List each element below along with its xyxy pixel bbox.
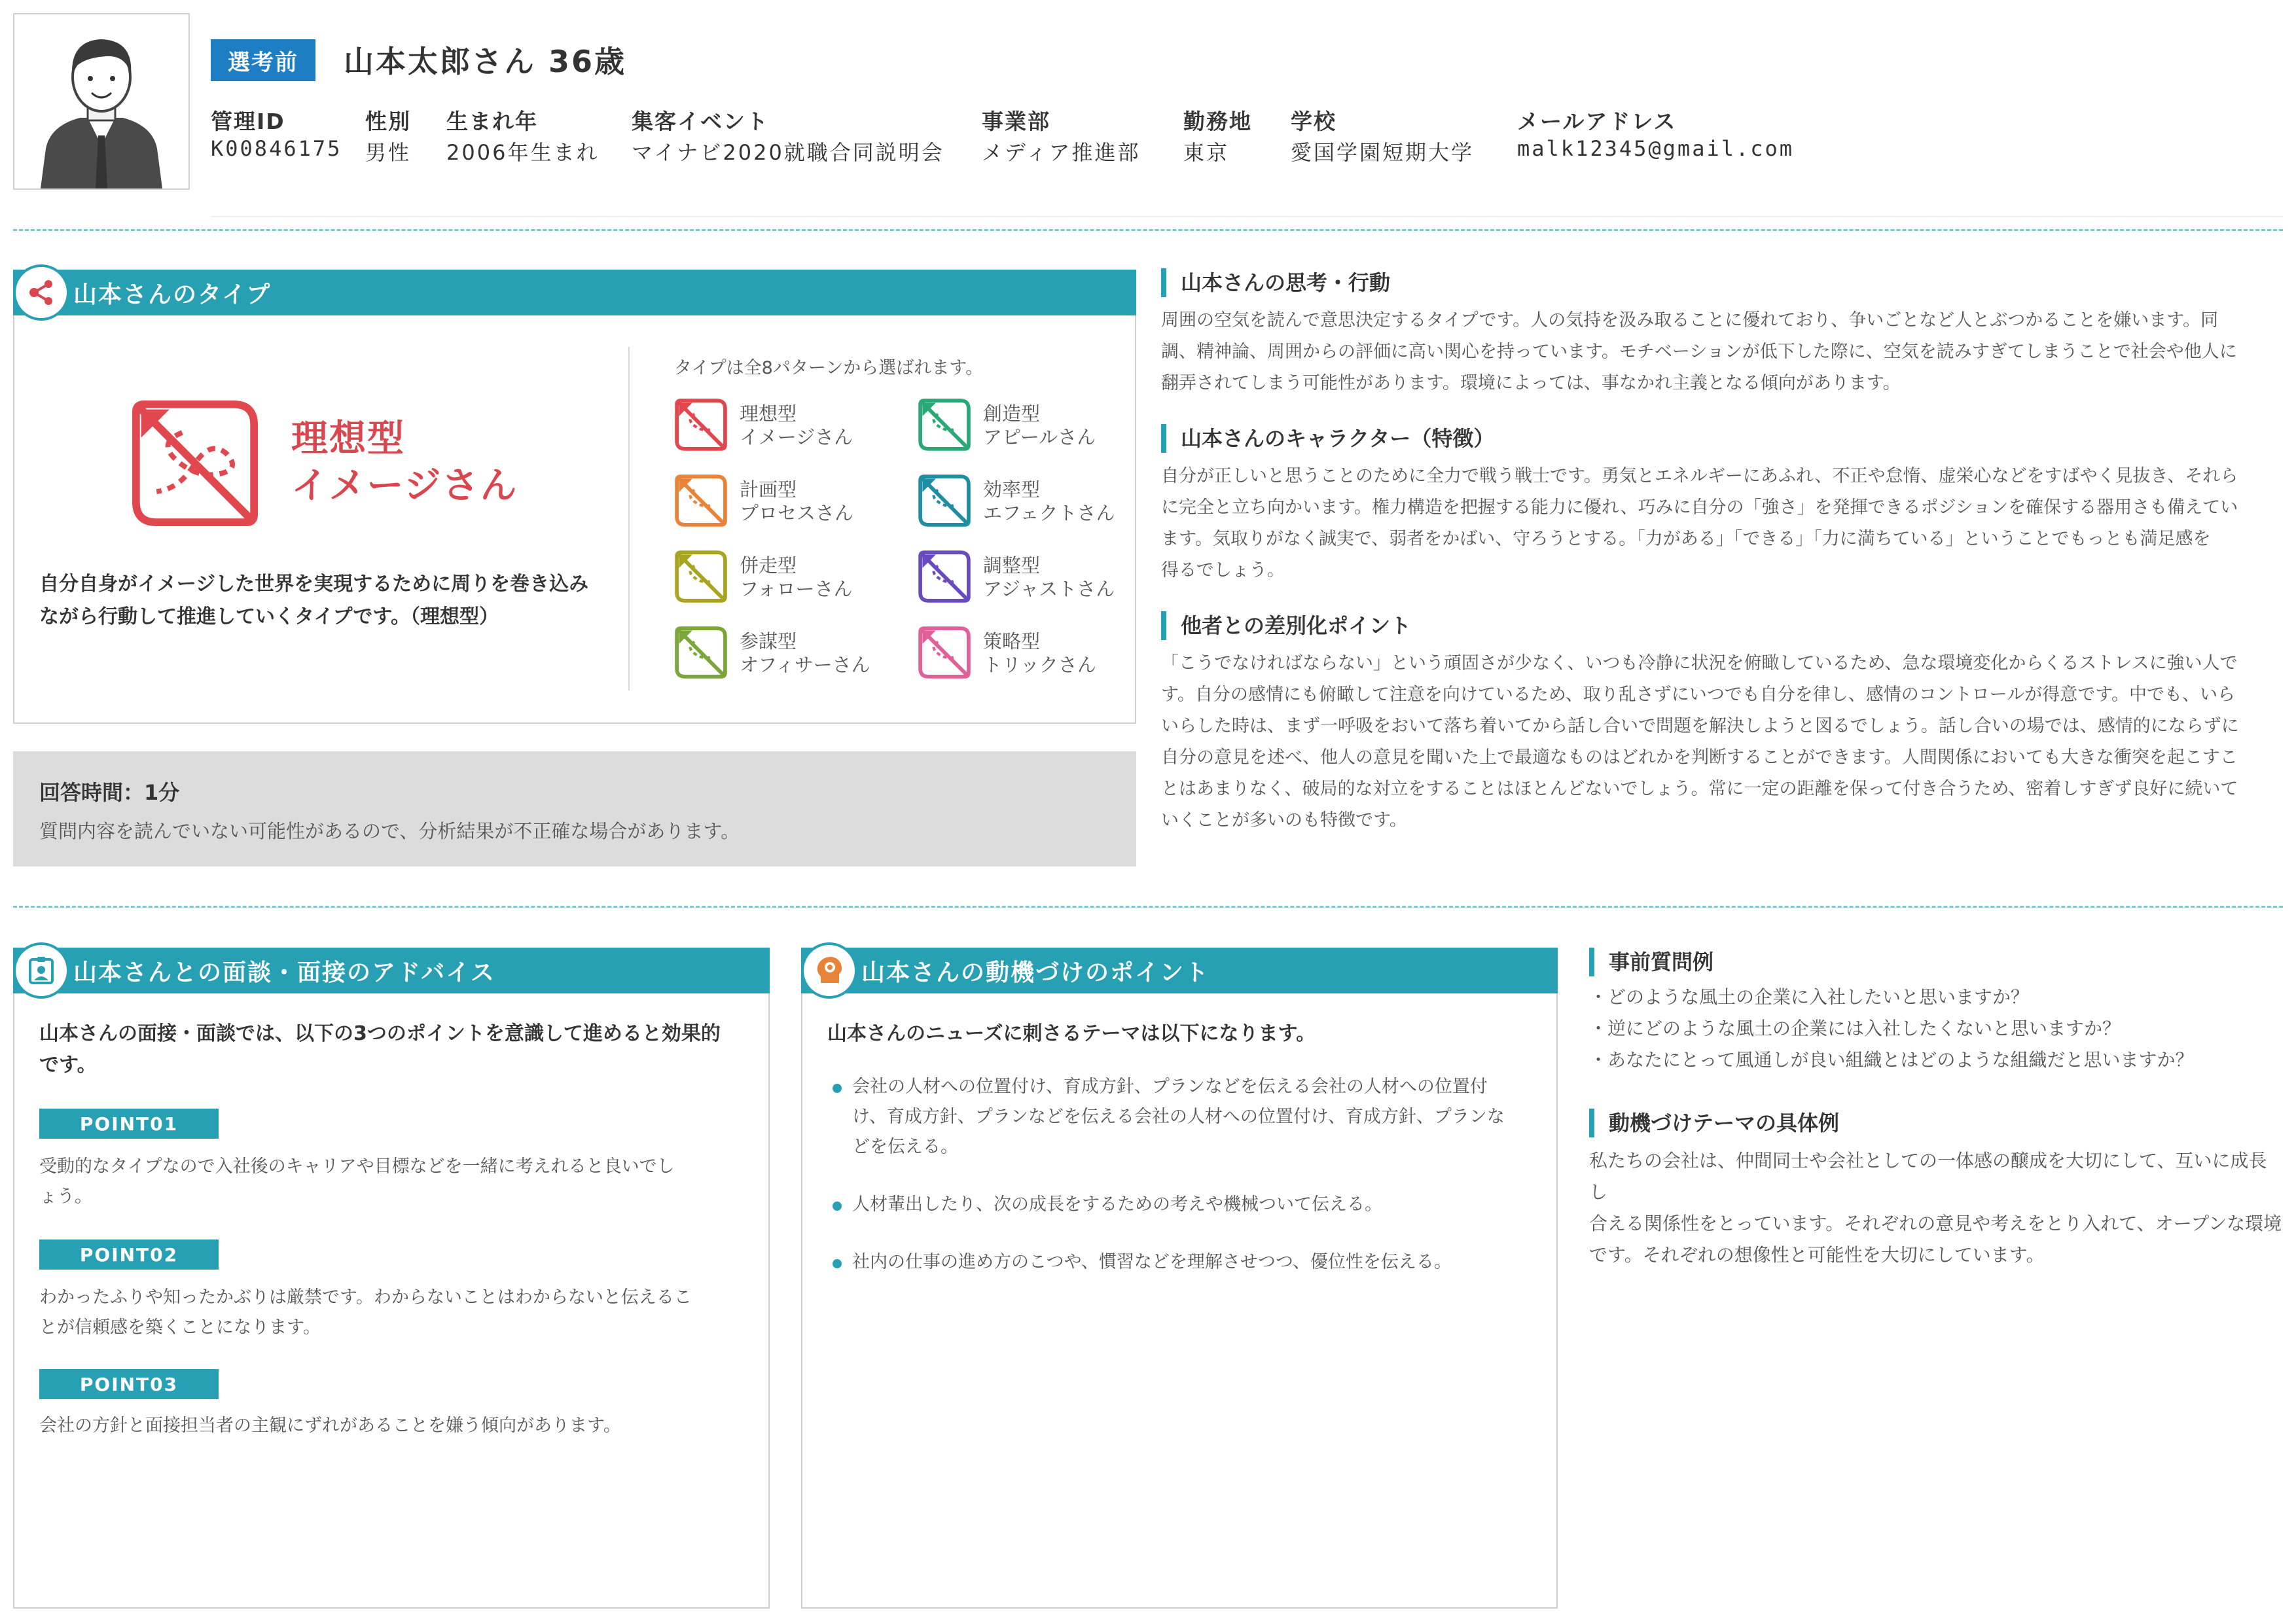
field-value-gender: 男性 (365, 140, 412, 165)
type-section-title: 山本さんのタイプ (73, 281, 272, 308)
type-pattern-nickname: フォローさん (740, 578, 853, 600)
text-line: 会社の方針と面接担当者の主観にずれがあることを嫌う傾向があります。 (39, 1416, 621, 1436)
motivation-section-title: 山本さんの動機づけのポイント (861, 959, 1210, 986)
type-pattern-name: 理想型 (740, 402, 797, 425)
text-line: 受動的なタイプなので入社後のキャリアや目標などを一緒に考えれると良いでし (39, 1156, 675, 1177)
point03-badge: POINT03 (39, 1369, 219, 1399)
field-value-location: 東京 (1183, 140, 1230, 165)
bullet-dot (833, 1259, 842, 1268)
motivation-theme-text (1589, 1145, 2283, 1271)
field-value-email: malk12345@gmail.com (1517, 136, 1795, 161)
type-pattern-nickname: アジャストさん (983, 578, 1115, 600)
motivation-section-header (801, 948, 1558, 993)
type-pattern-name: 併走型 (740, 554, 797, 577)
type-pattern-parallel (674, 550, 897, 609)
type-pattern-nickname: エフェクトさん (983, 502, 1115, 524)
status-badge: 選考前 (211, 39, 315, 81)
type-pattern-label (740, 478, 853, 525)
type-pattern-label (983, 478, 1115, 525)
main-type-icon-wrap (131, 399, 259, 530)
type-pattern-name: 効率型 (983, 478, 1041, 501)
interview-section-header (13, 948, 770, 993)
question-item: ・逆にどのような風土の企業には入社したくないと思いますか？ (1589, 1018, 2121, 1039)
text-line: 翻弄されてしまう可能性があります。環境によっては、事なかれ主義となる傾向があります。 (1161, 373, 1901, 393)
type-pattern-nickname: アピールさん (983, 426, 1096, 448)
text-line: す。自分の感情にも俯瞰して注意を向けているため、取り乱さずにいつでも自分を律し、感情のコントロールが得意です。中でも、いら (1161, 685, 2236, 705)
text-line: いくことが多いのも特徴です。 (1161, 810, 1407, 830)
type-pattern-label (740, 402, 853, 449)
type-pattern-creative (918, 398, 1140, 457)
type-pattern-planning (674, 474, 897, 533)
thinking-behavior-text (1161, 305, 2283, 399)
type-pattern-nickname: イメージさん (740, 426, 853, 448)
field-value-birth-year: 2006年生まれ (446, 140, 600, 165)
id-card-icon (26, 955, 56, 986)
text-line: 「こうでなければならない」という頑固さが少なく、いつも冷静に状況を俯瞰しているため、急な環境変化からくるストレスに強い人で (1161, 653, 2238, 673)
point01-text (39, 1152, 759, 1212)
analysis-column (1161, 268, 2283, 836)
text-line: 得るでしょう。 (1161, 560, 1285, 580)
type-pattern-nickname: トリックさん (983, 654, 1096, 676)
type-pattern-name: 調整型 (983, 554, 1041, 577)
field-value-id: K00846175 (211, 136, 342, 161)
character-title: 山本さんのキャラクター（特徴） (1161, 424, 2283, 453)
text-line: 私たちの会社は、仲間同士や会社としての一体感の醸成を大切にして、互いに成長し (1589, 1150, 2267, 1203)
text-line: に完全と立ち向かいます。権力構造を把握する能力に優れ、巧みに自分の「強さ」を発揮できるポジションを確保する器用さも備えてい (1161, 497, 2238, 518)
candidate-name-age: 山本太郎さん 36歳 (344, 44, 627, 79)
type-pattern-name: 創造型 (983, 402, 1041, 425)
section-divider-middle (13, 906, 2283, 908)
thinking-behavior-title: 山本さんの思考・行動 (1161, 268, 2283, 297)
text-line: です。それぞれの想像性と可能性を大切にしています。 (1589, 1244, 2045, 1266)
main-type-line1: 理想型 (291, 418, 405, 460)
text-line: ょう。 (39, 1186, 92, 1207)
main-type-name (291, 416, 518, 510)
type-pattern-label (983, 402, 1096, 449)
type-pattern-label (740, 630, 870, 677)
field-label-division: 事業部 (982, 109, 1050, 134)
field-label-school: 学校 (1291, 109, 1336, 134)
text-line: 自分の意見を述べ、他人の意見を聞いた上で最適なものはどれかを判断することができます。人間関係においても大きな衝突を起こすこ (1161, 747, 2238, 768)
text-line: わかったふりや知ったかぶりは厳禁です。わからないことはわからないと伝えるこ (39, 1287, 692, 1308)
person-avatar-icon (14, 14, 188, 188)
type-patterns-note: タイプは全8パターンから選ばれます。 (674, 358, 984, 378)
header-divider (211, 216, 2283, 217)
type-pattern-nickname: オフィサーさん (740, 654, 870, 676)
interview-section-badge (13, 942, 69, 999)
field-label-event: 集客イベント (632, 109, 769, 134)
main-type-line2: イメージさん (291, 465, 518, 507)
type-pattern-staff (674, 626, 897, 685)
text-line: 合える関係性をとっています。それぞれの意見や考えをとり入れて、オープンな環境 (1589, 1213, 2282, 1234)
point03-text (39, 1411, 759, 1441)
text-line: 調、精神論、周囲からの評価に高い関心を持っています。モチベーションが低下した際に、空気を読みすぎてしまうことで社会や他人に (1161, 342, 2237, 362)
point02-text (39, 1283, 759, 1343)
answer-time-box (13, 751, 1136, 866)
pre-questions-list (1589, 982, 2283, 1076)
parallel-type-icon (674, 550, 728, 603)
text-line: 会社の人材への位置付け、育成方針、プランなどを伝える会社の人材への位置付 (852, 1077, 1488, 1097)
adjust-type-icon (918, 550, 971, 603)
planning-type-icon (674, 474, 728, 527)
type-pattern-nickname: プロセスさん (740, 502, 854, 524)
answer-time-note: 質問内容を読んでいない可能性があるので、分析結果が不正確な場合があります。 (39, 820, 740, 842)
field-label-birth-year: 生まれ年 (446, 109, 538, 134)
motivation-bullet-1 (852, 1072, 1546, 1162)
motivation-section-badge (801, 942, 857, 999)
text-line: です。 (39, 1054, 97, 1077)
field-value-event: マイナビ2020就職合同説明会 (632, 140, 944, 165)
text-line: ます。気取りがなく誠実で、弱者をかばい、守ろうとする。「力がある」「できる」「力に満ちている」ということでもっとも満足感を (1161, 529, 2211, 549)
share-nodes-icon (25, 276, 58, 309)
field-value-division: メディア推進部 (982, 140, 1141, 165)
avatar (13, 13, 190, 190)
text-line: とが信頼感を築くことになります。 (39, 1317, 321, 1338)
character-text (1161, 461, 2283, 586)
motivation-bullet-2: 人材輩出したり、次の成長をするための考えや機械ついて伝える。 (852, 1194, 1382, 1215)
ideal-type-icon (674, 398, 728, 452)
question-item: ・あなたにとって風通しが良い組織とはどのような組織だと思いますか？ (1589, 1049, 2194, 1071)
type-section-badge (13, 264, 69, 321)
text-line: とはあまりなく、破局的な対立をすることはほとんどないでしょう。常に一定の距離を保って付き合うため、密着しすぎず良好に続いて (1161, 779, 2238, 799)
type-pattern-label (983, 554, 1115, 601)
type-pattern-name: 参謀型 (740, 630, 797, 652)
field-label-email: メールアドレス (1517, 109, 1677, 134)
type-pattern-name: 策略型 (983, 630, 1041, 652)
bullet-dot (833, 1084, 842, 1093)
creative-type-icon (918, 398, 971, 452)
point01-badge: POINT01 (39, 1109, 219, 1139)
interview-section-title: 山本さんとの面談・面接のアドバイス (73, 959, 495, 986)
questions-column (1589, 948, 2283, 1271)
motivation-intro: 山本さんのニューズに刺さるテーマは以下になります。 (827, 1022, 1316, 1045)
answer-time-title: 回答時間：1分 (39, 780, 180, 805)
pre-questions-title: 事前質問例 (1589, 948, 2283, 976)
type-pattern-label (740, 554, 853, 601)
type-pattern-strategy (918, 626, 1140, 685)
type-pattern-label (983, 630, 1096, 677)
type-description: 自分自身がイメージした世界を実現するために周りを巻き込みながら行動して推進していくタイプです。（理想型） (39, 573, 589, 628)
type-panel-divider (628, 347, 630, 690)
text-line: 自分が正しいと思うことのために全力で戦う戦士です。勇気とエネルギーにあふれ、不正や怠惰、虚栄心などをすばやく見抜き、それら (1161, 466, 2238, 486)
field-label-location: 勤務地 (1183, 109, 1252, 134)
point02-badge: POINT02 (39, 1240, 219, 1270)
text-line: 山本さんの面接・面談では、以下の3つのポイントを意識して進めると効果的 (39, 1022, 721, 1045)
efficiency-type-icon (918, 474, 971, 527)
type-pattern-name: 計画型 (740, 478, 797, 501)
differentiation-text (1161, 648, 2283, 836)
text-line: け、育成方針、プランなどを伝える会社の人材への位置付け、育成方針、プランな (852, 1107, 1505, 1127)
staff-type-icon (674, 626, 728, 679)
field-value-school: 愛国学園短期大学 (1291, 140, 1475, 165)
text-line: いらした時は、まず一呼吸をおいて落ち着いてから話し合いで問題を解決しようと図るでしょう。話し合いの場では、感情的にならずに (1161, 716, 2239, 736)
bullet-dot (833, 1202, 842, 1211)
differentiation-title: 他者との差別化ポイント (1161, 611, 2283, 640)
question-item: ・どのような風土の企業に入社したいと思いますか？ (1589, 986, 2030, 1008)
field-label-gender: 性別 (365, 109, 411, 134)
ideal-type-icon (131, 399, 259, 527)
interview-intro (39, 1018, 759, 1081)
motivation-bullet-3: 社内の仕事の進め方のこつや、慣習などを理解させつつ、優位性を伝える。 (852, 1252, 1452, 1272)
type-pattern-adjust (918, 550, 1140, 609)
strategy-type-icon (918, 626, 971, 679)
motivation-theme-title: 動機づけテーマの具体例 (1589, 1109, 2283, 1137)
section-divider-top (13, 229, 2283, 231)
text-line: どを伝える。 (852, 1137, 958, 1157)
text-line: 周囲の空気を読んで意思決定するタイプです。人の気持を汲み取ることに優れており、争いごとなど人とぶつかることを嫌います。同 (1161, 310, 2219, 330)
type-section-header (13, 270, 1136, 315)
field-label-id: 管理ID (211, 109, 285, 134)
head-idea-icon (813, 954, 846, 987)
type-pattern-ideal (674, 398, 897, 457)
type-pattern-efficiency (918, 474, 1140, 533)
